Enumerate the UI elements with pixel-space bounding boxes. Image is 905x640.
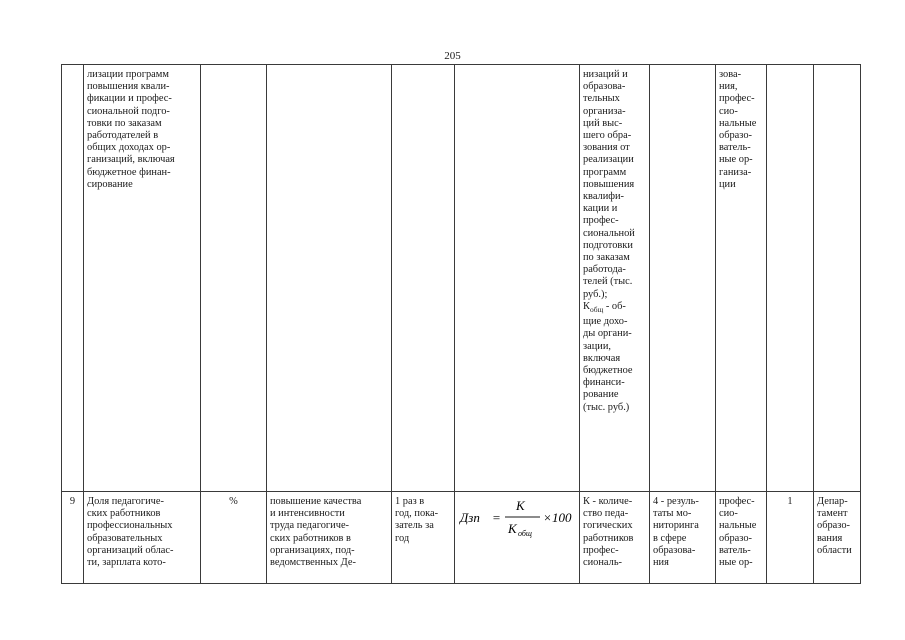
cell-source: 4 - резуль- таты мо- ниторинга в сфере образова- ния bbox=[650, 492, 716, 584]
formula-lhs: Дзп bbox=[460, 510, 480, 525]
cell-scope: зова- ния, профес- сио- нальные образо- ватель- ные ор- ганиза- ции bbox=[716, 65, 767, 492]
cell-number bbox=[62, 65, 84, 492]
cell-definitions bbox=[580, 65, 650, 492]
cell-formula bbox=[455, 65, 580, 492]
k-symbol: К bbox=[583, 300, 590, 312]
cell-unit: % bbox=[201, 492, 267, 584]
cell-indicator-name: Доля педагогиче- ских работников профессиональных образовательных организаций облас- ти, зарплата кото- bbox=[84, 492, 201, 584]
indicators-table bbox=[61, 64, 861, 584]
cell-purpose bbox=[267, 65, 392, 492]
table-row bbox=[62, 492, 861, 584]
formula-graphic bbox=[458, 496, 576, 540]
formula-numerator: К bbox=[516, 498, 525, 513]
cell-frequency: 1 раз в год, пока- затель за год bbox=[392, 492, 455, 584]
formula-multiplier: 100 bbox=[552, 510, 572, 525]
definitions-text-a: низаций и образова- тельных организа- ций выс- шего обра- зования от реализации программ повышения квалифи- кации и профес- сиональной подготовки по заказам работода- телей (тыс. руб.); bbox=[583, 69, 635, 300]
formula-denominator-sub: общ bbox=[518, 529, 532, 538]
cell-frequency bbox=[392, 65, 455, 492]
cell-unit bbox=[201, 65, 267, 492]
cell-purpose: повышение качества и интенсивности труда педагогиче- ских работников в организациях, под- ведомственных Де- bbox=[267, 492, 392, 584]
cell-level: 1 bbox=[767, 492, 814, 584]
cell-source bbox=[650, 65, 716, 492]
k-subscript: общ bbox=[589, 304, 604, 314]
cell-definitions: К - количе- ство педа- гогических работников профес- сиональ- bbox=[580, 492, 650, 584]
definitions-text-b: - об- щие дохо- ды органи- зации, включая бюджетное финанси- рование (тыс. руб.) bbox=[583, 300, 633, 413]
formula-times: × bbox=[543, 510, 552, 525]
cell-level bbox=[767, 65, 814, 492]
cell-responsible: Депар- тамент образо- вания области bbox=[814, 492, 861, 584]
cell-formula bbox=[455, 492, 580, 584]
table-row bbox=[62, 65, 861, 492]
cell-indicator-name: лизации программ повышения квали- фикации и профес- сиональной подго- товки по заказам работодателей в общих доходах ор- ганизаций, включая бюджетное финан- сирование bbox=[84, 65, 201, 492]
cell-responsible bbox=[814, 65, 861, 492]
page-number: 205 bbox=[444, 50, 461, 62]
cell-number: 9 bbox=[62, 492, 84, 584]
formula-equals: = bbox=[492, 510, 501, 525]
formula-denominator: К bbox=[508, 521, 517, 536]
cell-scope: профес- сио- нальные образо- ватель- ные ор- bbox=[716, 492, 767, 584]
